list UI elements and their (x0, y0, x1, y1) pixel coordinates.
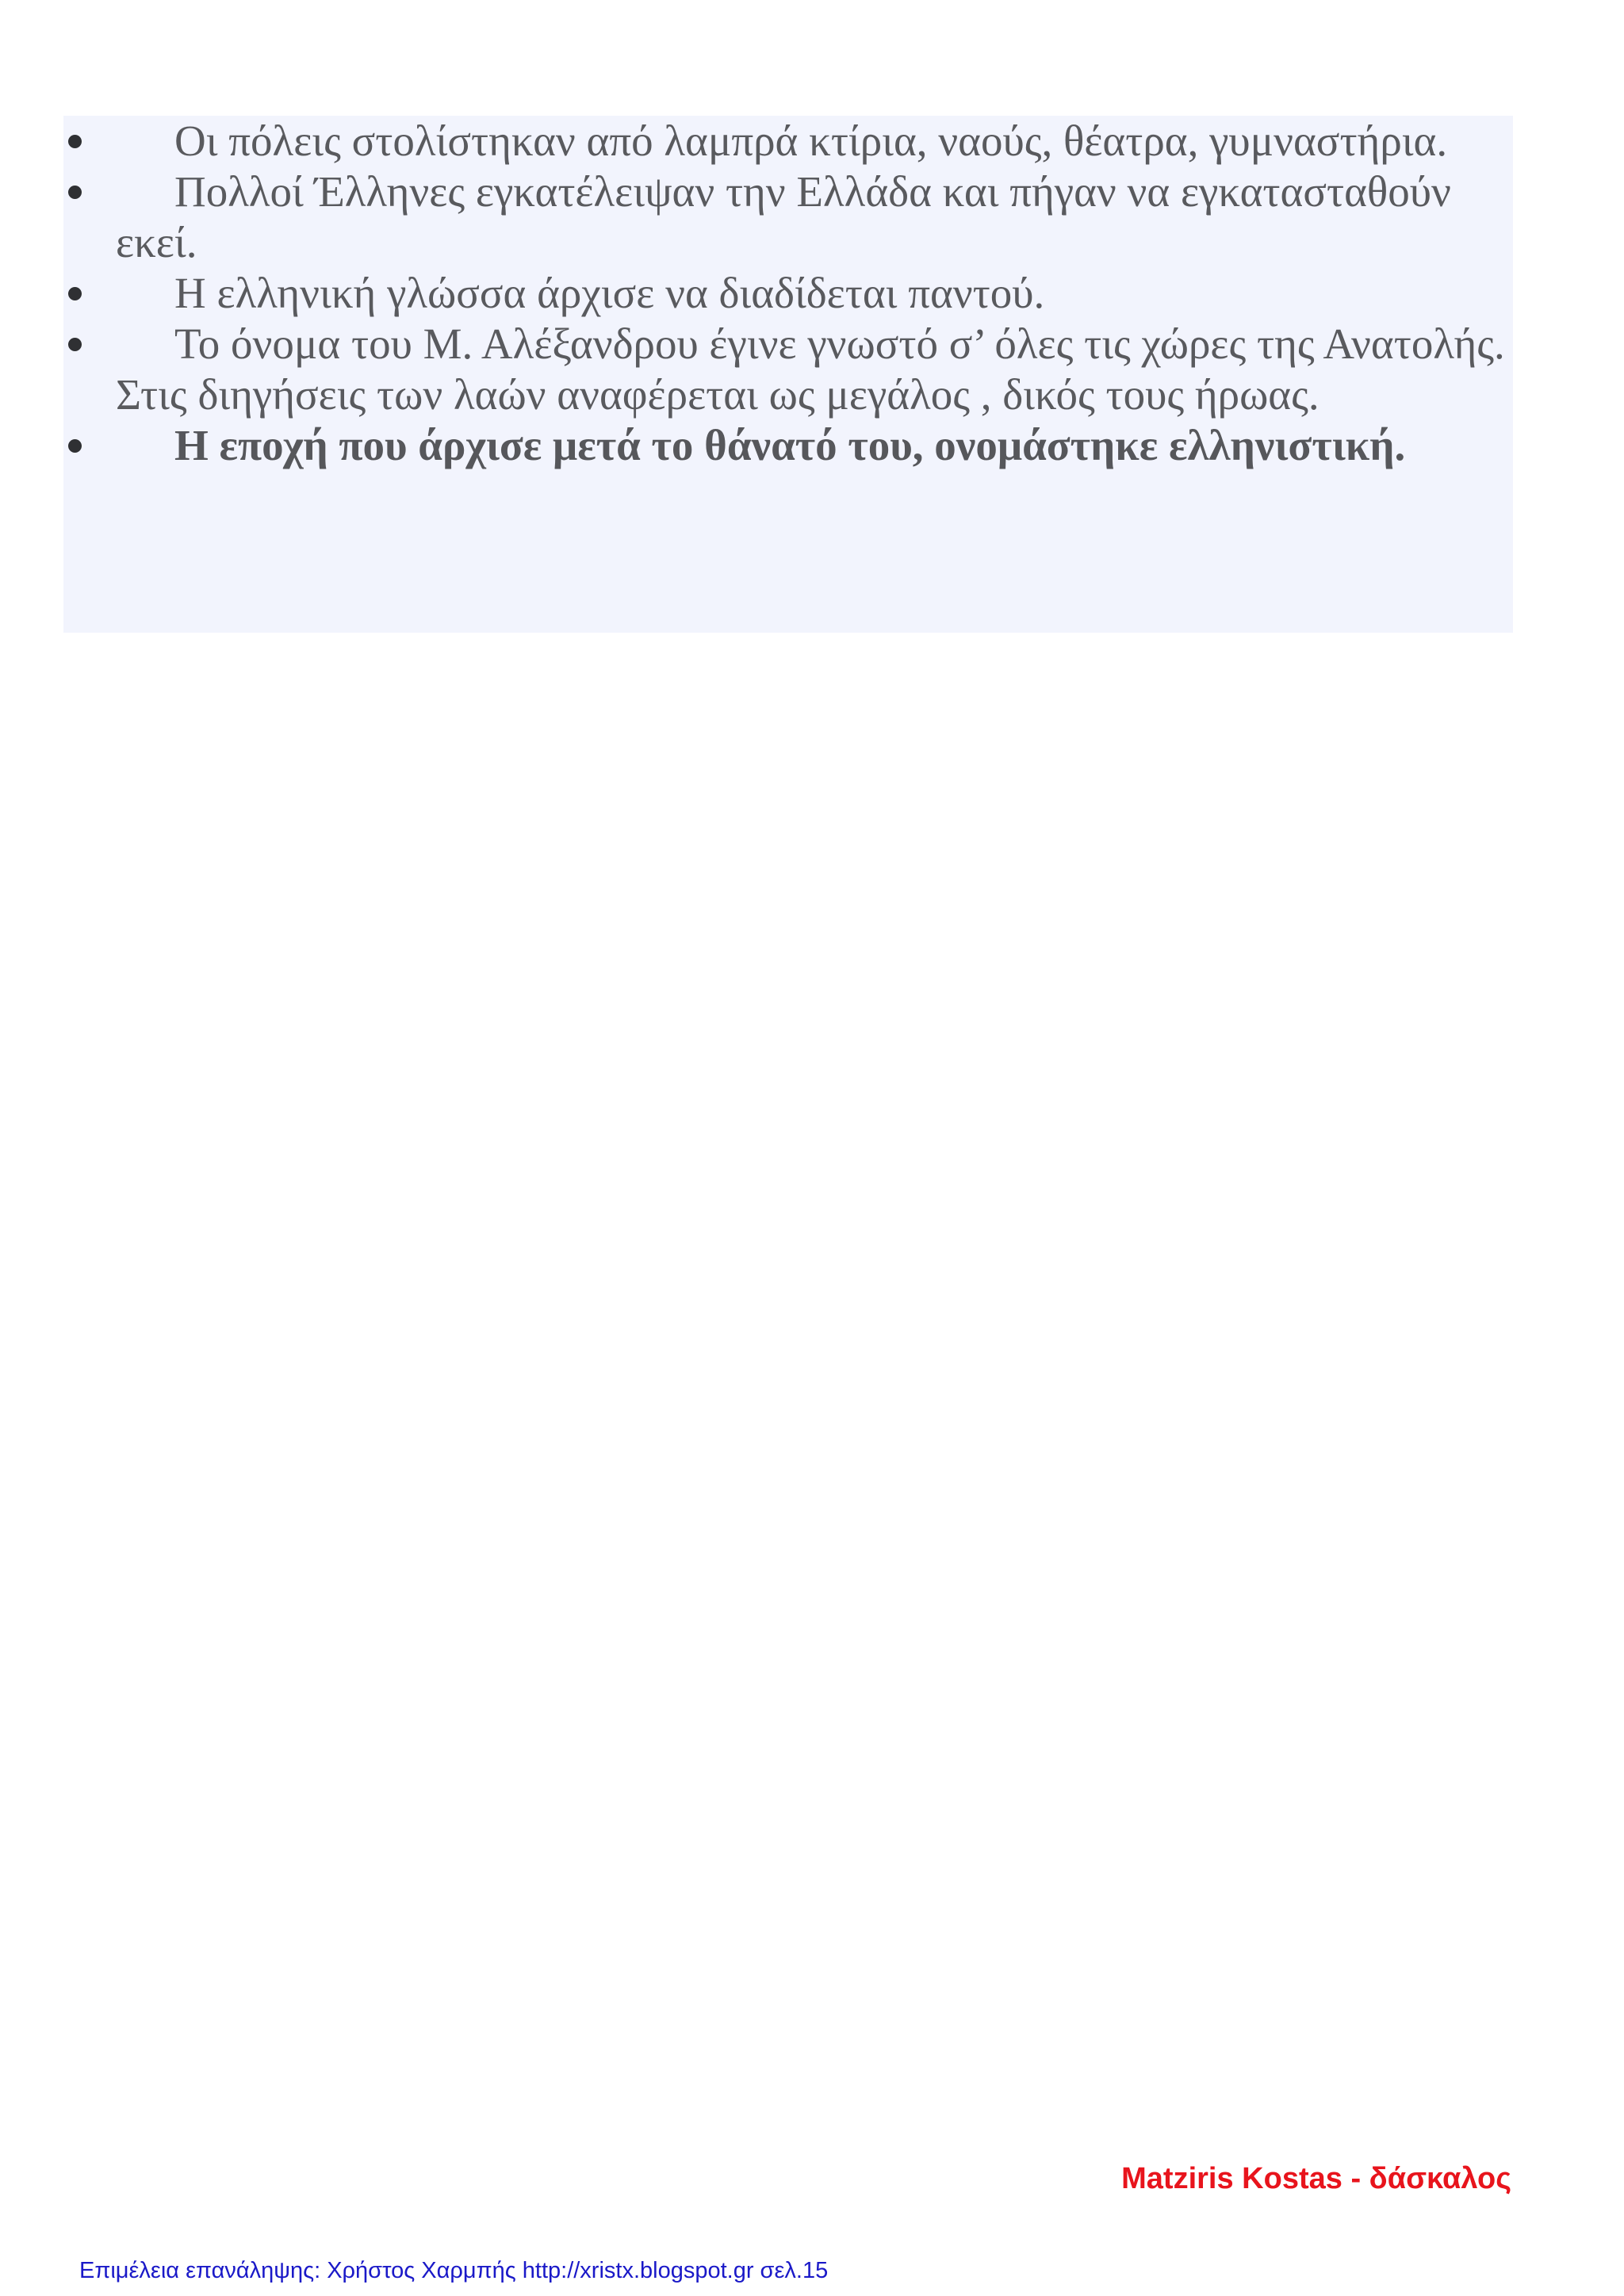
page-footer: Επιμέλεια επανάληψης: Χρήστος Χαρμπής http://xristx.blogspot.gr σελ.15 (79, 2258, 829, 2283)
bullet-dot-icon (68, 135, 82, 148)
author-credit: Matziris Kostas - δάσκαλος (1121, 2162, 1511, 2195)
list-item (63, 166, 1513, 268)
list-item-text: Η ελληνική γλώσσα άρχισε να διαδίδεται παντού. (174, 269, 1045, 317)
bullet-dot-icon (68, 287, 82, 300)
list-item-text: Οι πόλεις στολίστηκαν από λαμπρά κτίρια, ναούς, θέατρα, γυμναστήρια. (174, 117, 1448, 165)
list-item (63, 116, 1513, 166)
list-item (63, 319, 1513, 420)
list-item-text: Πολλοί Έλληνες εγκατέλειψαν την Ελλάδα και πήγαν να εγκατασταθούν εκεί. (116, 167, 1451, 266)
list-item-text: Η εποχή που άρχισε μετά το θάνατό του, ονομάστηκε ελληνιστική. (174, 421, 1406, 469)
bullet-list-box (63, 116, 1513, 633)
bullet-dot-icon (68, 439, 82, 453)
list-item-text: Το όνομα του Μ. Αλέξανδρου έγινε γνωστό σ’ όλες τις χώρες της Ανατολής. Στις διηγήσεις των λαών αναφέρεται ως μεγάλος , δικός τους ήρωας. (116, 320, 1505, 419)
list-item-emphasis (63, 420, 1513, 471)
bullet-dot-icon (68, 338, 82, 351)
bullet-list (63, 116, 1513, 471)
bullet-dot-icon (68, 186, 82, 199)
list-item (63, 268, 1513, 319)
